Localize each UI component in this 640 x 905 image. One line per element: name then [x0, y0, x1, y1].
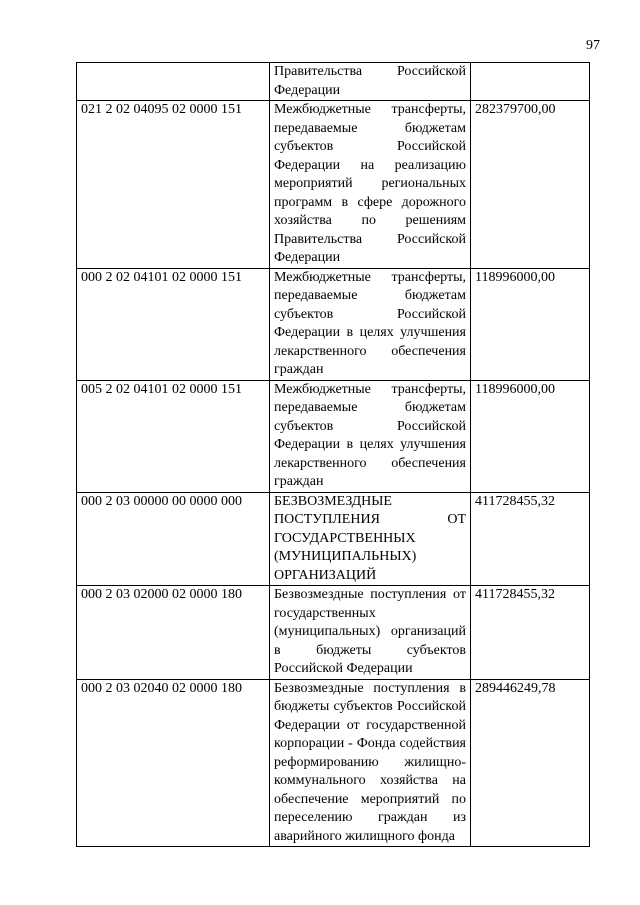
page-number: 97 — [586, 38, 600, 53]
revenue-amount-cell: 282379700,00 — [471, 101, 590, 269]
revenue-amount-cell: 411728455,32 — [471, 586, 590, 680]
table-row — [77, 63, 590, 101]
revenue-description-cell: Межбюджетные трансферты, передаваемые бюджетам субъектов Российской Федерации на реализацию мероприятий региональных программ в сфере дорожного хозяйства по решениям Правительства Российской Федерации — [270, 101, 471, 269]
revenue-code-cell: 000 2 02 04101 02 0000 151 — [77, 268, 270, 380]
table-row — [77, 586, 590, 680]
revenue-description-cell: Безвозмездные поступления от государственных (муниципальных) организаций в бюджеты субъектов Российской Федерации — [270, 586, 471, 680]
revenue-amount-cell: 118996000,00 — [471, 268, 590, 380]
table-row — [77, 679, 590, 847]
table-row — [77, 268, 590, 380]
revenue-code-cell: 000 2 03 02000 02 0000 180 — [77, 586, 270, 680]
revenue-amount-cell: 289446249,78 — [471, 679, 590, 847]
revenue-description-cell: БЕЗВОЗМЕЗДНЫЕ ПОСТУПЛЕНИЯ ОТ ГОСУДАРСТВЕННЫХ (МУНИЦИПАЛЬНЫХ) ОРГАНИЗАЦИЙ — [270, 492, 471, 586]
revenue-amount-cell: 118996000,00 — [471, 380, 590, 492]
table-row — [77, 492, 590, 586]
revenue-code-cell: 000 2 03 02040 02 0000 180 — [77, 679, 270, 847]
revenue-description-cell: Безвозмездные поступления в бюджеты субъектов Российской Федерации от государственной корпорации - Фонда содействия реформированию жилищно-коммунального хозяйства на обеспечение мероприятий по переселению граждан из аварийного жилищного фонда — [270, 679, 471, 847]
revenue-code-cell — [77, 63, 270, 101]
revenue-amount-cell — [471, 63, 590, 101]
table-row — [77, 380, 590, 492]
table-row — [77, 101, 590, 269]
revenue-description-cell: Межбюджетные трансферты, передаваемые бюджетам субъектов Российской Федерации в целях улучшения лекарственного обеспечения граждан — [270, 268, 471, 380]
revenue-code-cell: 005 2 02 04101 02 0000 151 — [77, 380, 270, 492]
revenue-code-cell: 021 2 02 04095 02 0000 151 — [77, 101, 270, 269]
revenue-description-cell: Межбюджетные трансферты, передаваемые бюджетам субъектов Российской Федерации в целях улучшения лекарственного обеспечения граждан — [270, 380, 471, 492]
revenue-amount-cell: 411728455,32 — [471, 492, 590, 586]
revenue-code-cell: 000 2 03 00000 00 0000 000 — [77, 492, 270, 586]
revenue-description-cell: Правительства Российской Федерации — [270, 63, 471, 101]
budget-revenue-table — [76, 62, 590, 847]
